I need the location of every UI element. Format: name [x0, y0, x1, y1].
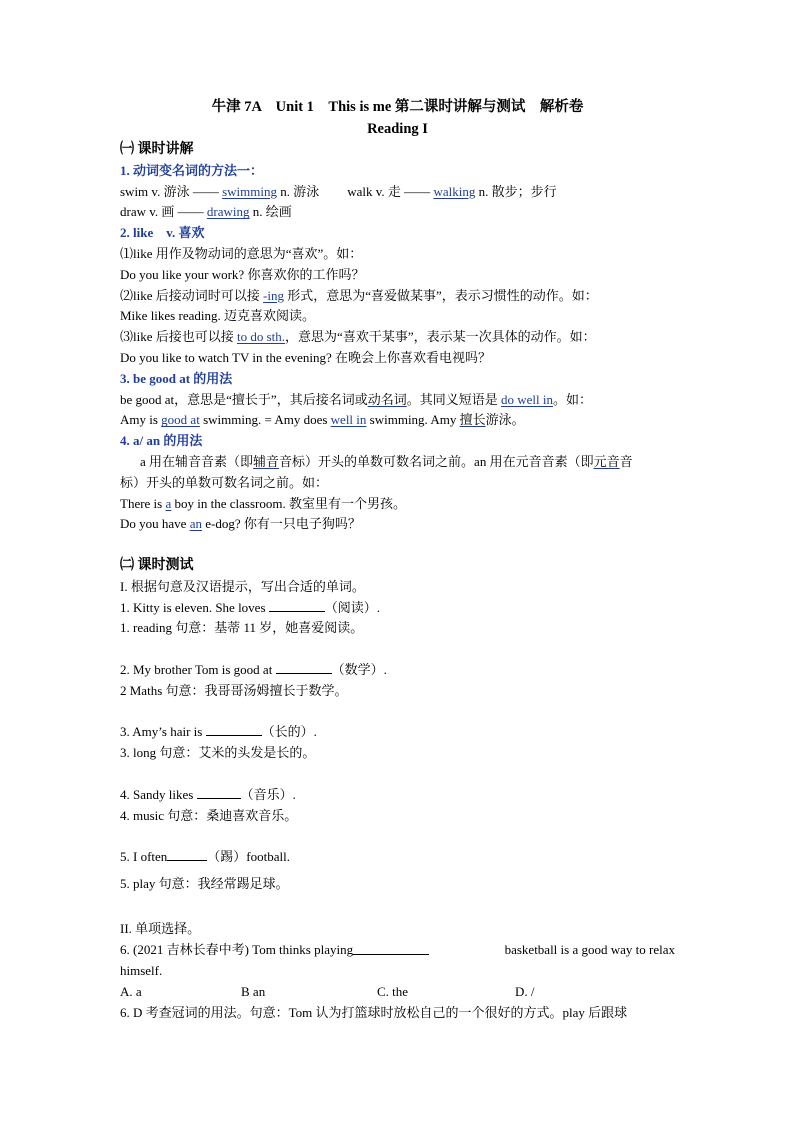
point-2-line-5: ⑶like 后接也可以接 to do sth.，意思为“喜欢干某事”，表示某一次具体的动作。如：	[120, 329, 596, 345]
point-4-line-3: There is a boy in the classroom. 教室里有一个男孩。	[120, 495, 406, 511]
option-d[interactable]: D. /	[515, 983, 535, 999]
point-1-title: 1. 动词变名词的方法一：	[120, 162, 264, 178]
answer-5: 5. play 句意：我经常踢足球。	[120, 875, 289, 891]
question-4: 4. Sandy likes （音乐）.	[120, 786, 296, 802]
point-1-row-2: draw v. 画 —— drawing n. 绘画	[120, 204, 292, 220]
point-4-line-2: 标）开头的单数可数名词之前。如：	[120, 474, 329, 490]
answer-blank	[276, 660, 332, 674]
point-3-line-1: be good at，意思是“擅长于”，其后接名词或动名词。其同义短语是 do well in。如：	[120, 391, 592, 407]
option-b[interactable]: B an	[241, 983, 266, 999]
point-2-line-2: Do you like your work? 你喜欢你的工作吗？	[120, 266, 365, 282]
question-3: 3. Amy’s hair is （长的）.	[120, 724, 317, 740]
answer-1: 1. reading 句意：基蒂 11 岁，她喜爱阅读。	[120, 620, 364, 636]
question-6: 6. (2021 吉林长春中考) Tom thinks playing basketball is a good way to relax	[120, 942, 675, 958]
point-4-line-1: a 用在辅音音素（即辅音音标）开头的单数可数名词之前。an 用在元音音素（即元音音	[140, 453, 633, 469]
question-1: 1. Kitty is eleven. She loves （阅读）.	[120, 599, 381, 615]
question-5: 5. I often （踢）football.	[120, 849, 290, 865]
answer-2: 2 Maths 句意：我哥哥汤姆擅长于数学。	[120, 682, 348, 698]
section-heading-test: ㈡ 课时测试	[120, 557, 194, 573]
answer-blank	[269, 598, 325, 612]
point-2-line-4: Mike likes reading. 迈克喜欢阅读。	[120, 308, 315, 324]
answer-3: 3. long 句意：艾米的头发是长的。	[120, 745, 316, 761]
point-3-title: 3. be good at 的用法	[120, 370, 233, 386]
answer-blank	[353, 940, 429, 955]
question-6-options	[120, 982, 675, 1003]
page-subtitle: Reading I	[367, 121, 428, 137]
answer-4: 4. music 句意：桑迪喜欢音乐。	[120, 807, 298, 823]
part-2-title: II. 单项选择。	[120, 921, 201, 937]
page-title: 牛津 7A Unit 1 This is me 第二课时讲解与测试 解析卷	[211, 99, 584, 115]
question-2: 2. My brother Tom is good at （数学）.	[120, 661, 387, 677]
point-2-line-6: Do you like to watch TV in the evening? 在晚会上你喜欢看电视吗？	[120, 349, 492, 365]
option-c[interactable]: C. the	[377, 983, 409, 999]
answer-6: 6. D 考查冠词的用法。句意：Tom 认为打篮球时放松自己的一个很好的方式。play 后跟球	[120, 1004, 628, 1020]
document-page	[120, 96, 675, 1023]
point-4-title: 4. a/ an 的用法	[120, 433, 203, 449]
question-6-continued: himself.	[120, 963, 163, 979]
point-2-line-1: ⑴like 用作及物动词的意思为“喜欢”。如：	[120, 245, 363, 261]
point-1-row-1: swim v. 游泳 —— swimming n. 游泳 walk v. 走 —— walking n. 散步；步行	[120, 183, 557, 199]
point-2-title: 2. like v. 喜欢	[120, 225, 205, 241]
answer-blank	[167, 847, 207, 861]
option-a[interactable]: A. a	[120, 983, 142, 999]
point-3-line-2: Amy is good at swimming. = Amy does well in swimming. Amy 擅长游泳。	[120, 412, 525, 428]
point-2-line-3: ⑵like 后接动词时可以接 -ing 形式，意思为“喜爱做某事”，表示习惯性的动作。如：	[120, 287, 598, 303]
answer-blank	[197, 785, 241, 799]
answer-blank	[206, 722, 262, 736]
section-heading-lecture: ㈠ 课时讲解	[120, 142, 194, 157]
point-4-line-4: Do you have an e-dog? 你有一只电子狗吗？	[120, 516, 361, 532]
part-1-title: I. 根据句意及汉语提示，写出合适的单词。	[120, 578, 365, 594]
